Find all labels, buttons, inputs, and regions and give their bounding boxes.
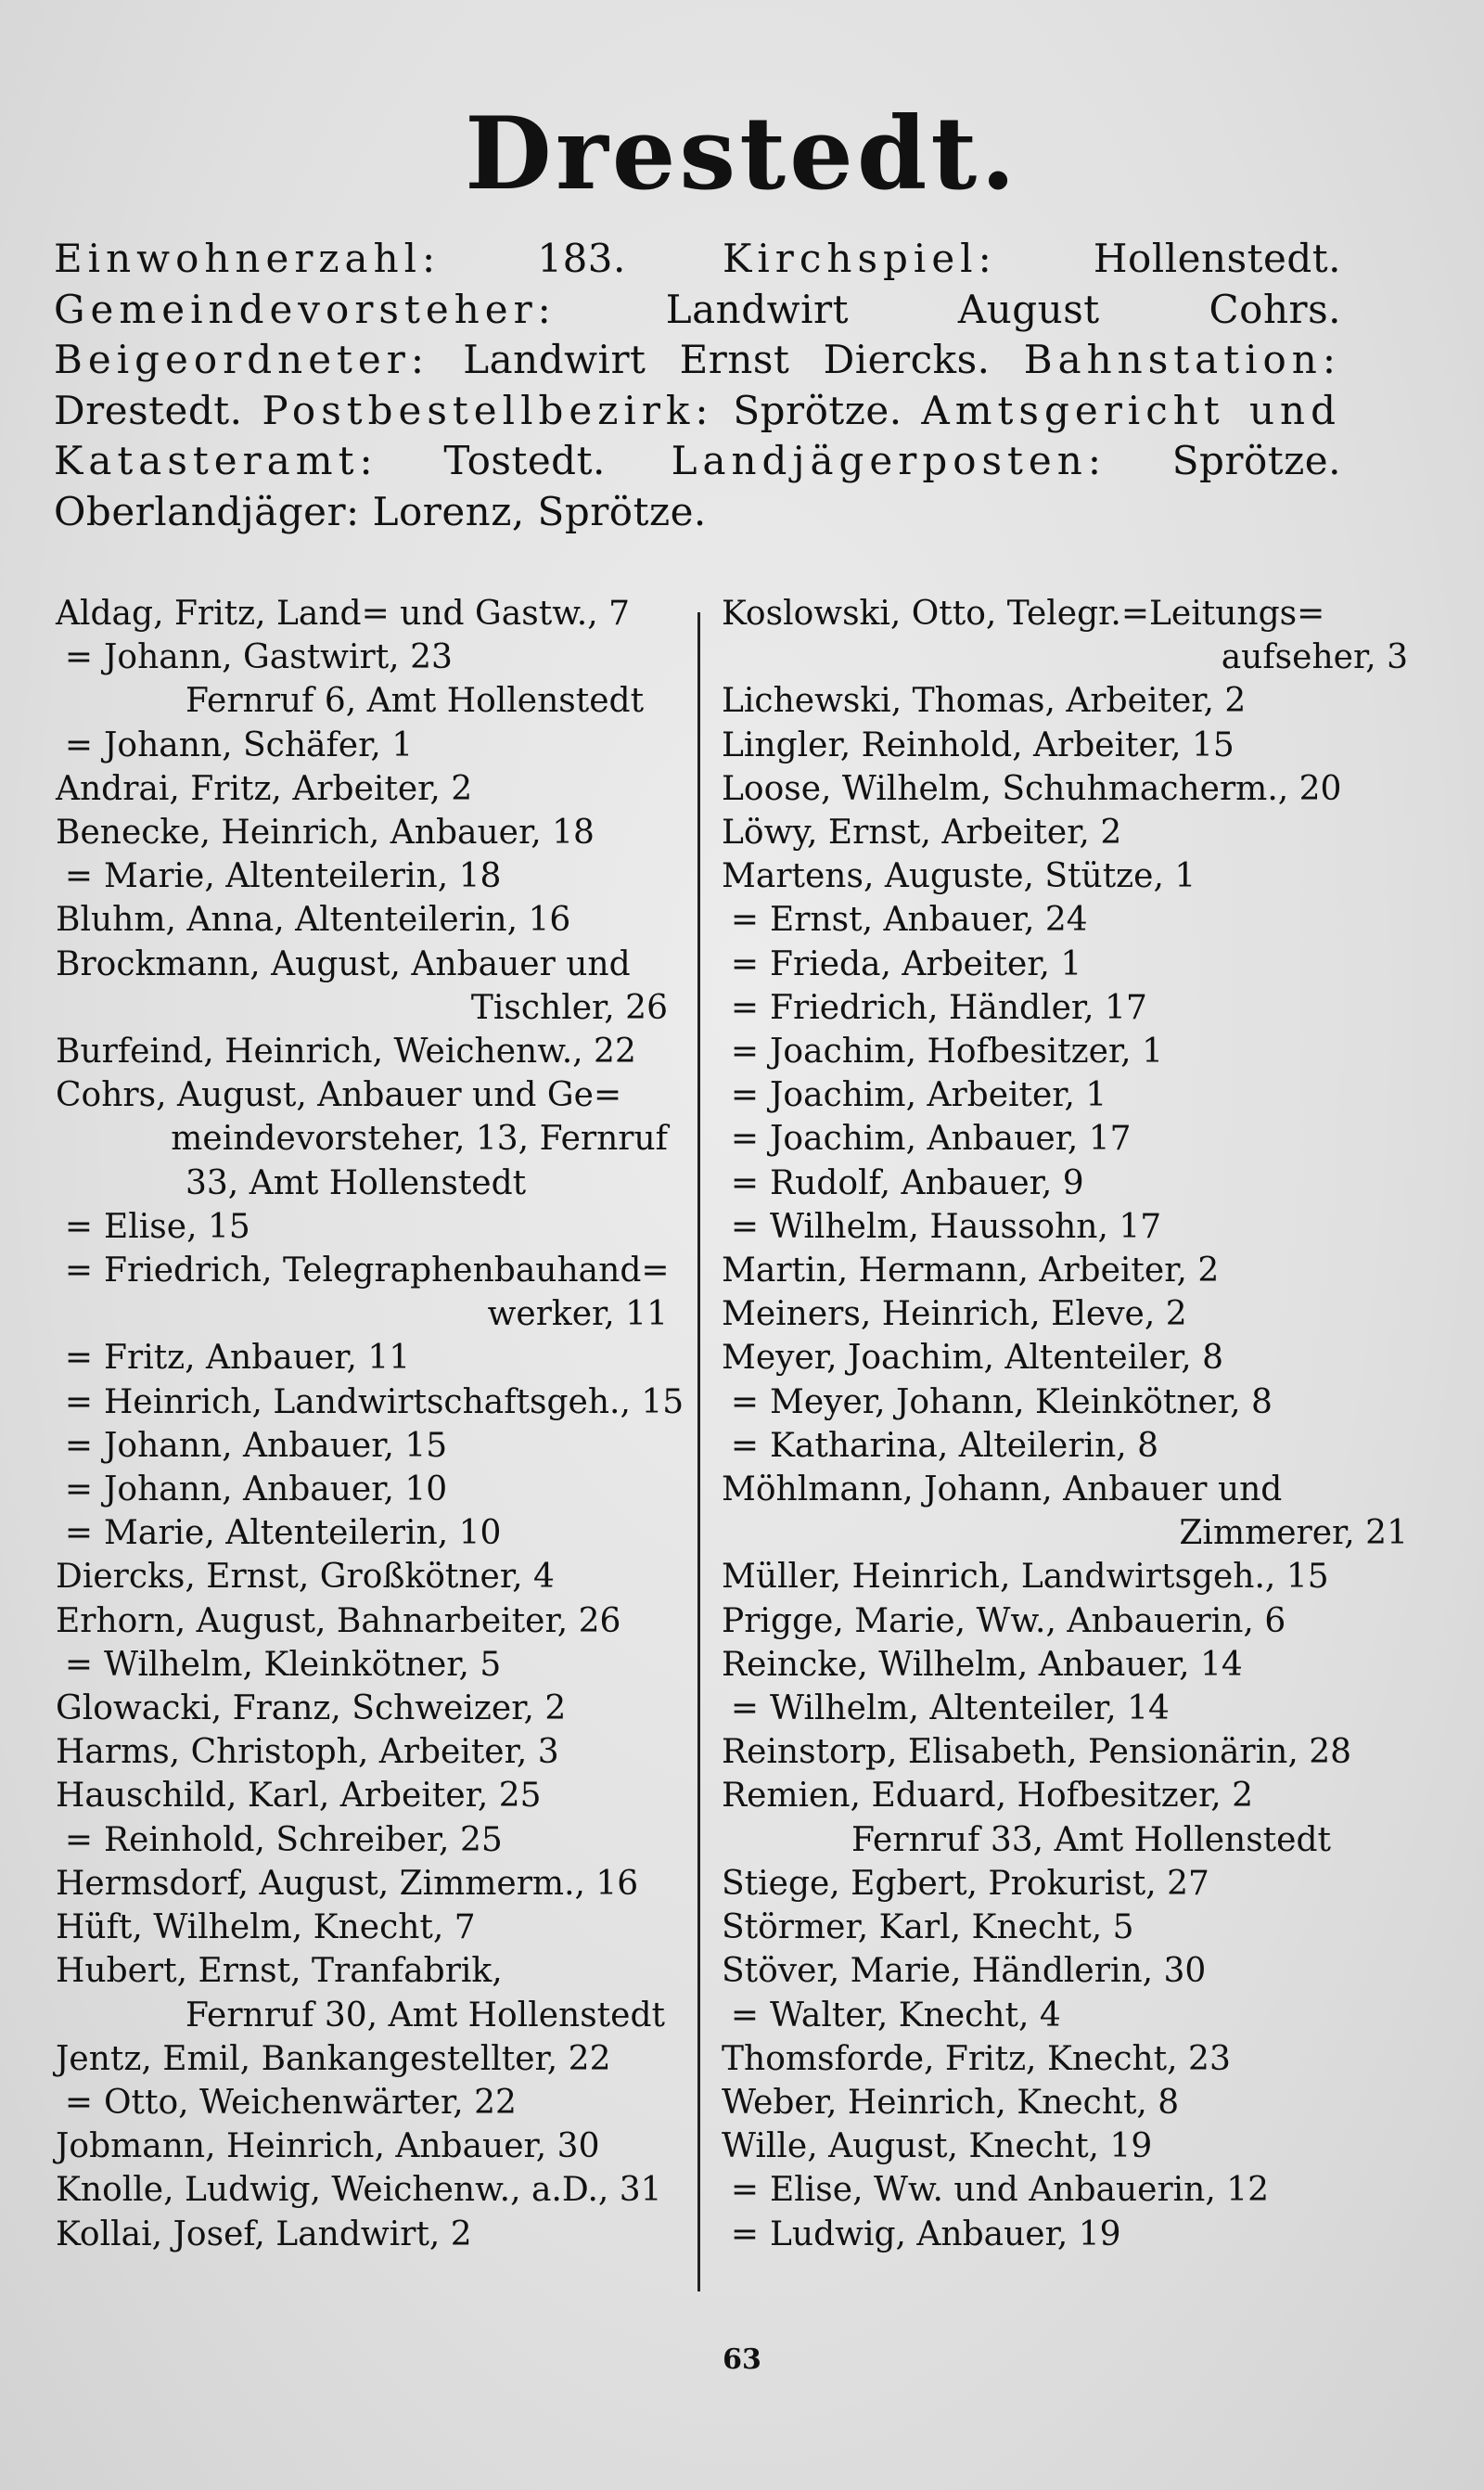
list-item [56, 679, 686, 723]
list-item [722, 1949, 1426, 1993]
list-item-text: Diercks, Ernst, Großkötner, 4 [56, 1558, 555, 1597]
list-item-text: Otto, Weichenwärter, 22 [104, 2083, 517, 2122]
list-item [56, 943, 686, 986]
list-item-text: Loose, Wilhelm, Schuhmacherm., 20 [722, 769, 1342, 808]
list-item [722, 943, 1426, 986]
kirchspiel-value: Hollenstedt. [1093, 236, 1341, 281]
ditto-mark: = [730, 1033, 759, 1072]
list-item [722, 1468, 1426, 1511]
oberlandjaeger-label: Oberlandjäger: [54, 488, 360, 534]
list-item [722, 1030, 1426, 1073]
list-item [722, 1599, 1426, 1643]
ditto-mark: = [64, 1426, 93, 1465]
ditto-mark: = [64, 2083, 93, 2122]
list-item-text: Friedrich, Telegraphenbauhand= [104, 1251, 670, 1290]
landjaegerposten-value: Sprötze. [1171, 438, 1341, 483]
ditto-mark: = [730, 1996, 759, 2034]
list-item-text: Erhorn, August, Bahnarbeiter, 26 [56, 1601, 621, 1640]
list-item-text: Zimmerer, 21 [1179, 1514, 1408, 1553]
list-item [722, 2213, 1426, 2256]
ditto-mark: = [64, 1820, 93, 1859]
list-item [56, 592, 686, 635]
resident-list-right-column [722, 592, 1426, 2256]
list-item [56, 767, 686, 811]
oberlandjaeger-value: Lorenz, Sprötze. [372, 488, 707, 534]
list-item-text: Elise, 15 [104, 1207, 250, 1246]
list-item-text: Katharina, Alteilerin, 8 [770, 1426, 1159, 1465]
list-item [56, 724, 686, 767]
list-item-text: Joachim, Hofbesitzer, 1 [770, 1033, 1163, 1072]
list-item [56, 1774, 686, 1817]
ditto-mark: = [730, 2171, 759, 2210]
list-item-text: Martin, Hermann, Arbeiter, 2 [722, 1251, 1220, 1290]
list-item-text: Wille, August, Knecht, 19 [722, 2127, 1153, 2166]
list-item-text: Johann, Anbauer, 15 [104, 1426, 448, 1465]
list-item-text: Koslowski, Otto, Telegr.=Leitungs= [722, 595, 1325, 633]
list-item-text: meindevorsteher, 13, Fernruf [171, 1120, 668, 1159]
list-item [56, 854, 686, 898]
ditto-mark: = [730, 1689, 759, 1728]
ditto-mark: = [730, 944, 759, 983]
list-item [56, 1643, 686, 1687]
list-item-text: Reincke, Wilhelm, Anbauer, 14 [722, 1645, 1243, 1684]
list-item [722, 1336, 1426, 1380]
ditto-mark: = [64, 1207, 93, 1246]
list-item-text: Meyer, Johann, Kleinkötner, 8 [770, 1382, 1273, 1421]
list-item [722, 1162, 1426, 1205]
list-item [722, 679, 1426, 723]
list-item-text: Jobmann, Heinrich, Anbauer, 30 [56, 2127, 600, 2166]
list-item [56, 1862, 686, 1906]
list-item [722, 2081, 1426, 2124]
list-item-text: Bluhm, Anna, Altenteilerin, 16 [56, 901, 571, 940]
list-item [56, 1555, 686, 1598]
list-item-text: aufseher, 3 [1221, 638, 1408, 677]
list-item [56, 1730, 686, 1774]
ditto-mark: = [64, 638, 93, 677]
list-item [56, 986, 686, 1030]
list-item [56, 1994, 686, 2037]
list-item [722, 635, 1426, 679]
bahnstation-label: Bahnstation: [1023, 337, 1341, 382]
list-item [722, 1380, 1426, 1424]
list-item [56, 1205, 686, 1249]
list-item [56, 2124, 686, 2168]
list-item-text: Cohrs, August, Anbauer und Ge= [56, 1076, 622, 1115]
ditto-mark: = [730, 1382, 759, 1421]
list-item-text: Elise, Ww. und Anbauerin, 12 [770, 2171, 1270, 2210]
gemeindevorsteher-label: Gemeindevorsteher: [54, 286, 556, 332]
list-item [56, 898, 686, 942]
list-item-text: Wilhelm, Haussohn, 17 [770, 1207, 1162, 1246]
ditto-mark: = [730, 1163, 759, 1202]
list-item [56, 1818, 686, 1862]
list-item [722, 767, 1426, 811]
column-divider [697, 612, 700, 2291]
list-item [722, 1994, 1426, 2037]
list-item [722, 1511, 1426, 1555]
list-item-text: Brockmann, August, Anbauer und [56, 944, 631, 983]
list-item-text: Weber, Heinrich, Knecht, 8 [722, 2083, 1180, 2122]
list-item [722, 2037, 1426, 2081]
list-item-text: Johann, Gastwirt, 23 [104, 638, 453, 677]
intro-paragraph [54, 234, 1341, 537]
ditto-mark: = [64, 1470, 93, 1509]
list-item-text: Fernruf 33, Amt Hollenstedt [851, 1820, 1331, 1859]
list-item [56, 1949, 686, 1993]
list-item [722, 1818, 1426, 1862]
list-item [722, 1249, 1426, 1292]
list-item-text: Lichewski, Thomas, Arbeiter, 2 [722, 682, 1247, 721]
list-item-text: 33, Amt Hollenstedt [186, 1163, 527, 1202]
list-item [722, 724, 1426, 767]
ditto-mark: = [730, 2214, 759, 2253]
list-item [722, 811, 1426, 854]
list-item [56, 1336, 686, 1380]
page-number: 63 [723, 2343, 761, 2376]
list-item-text: Johann, Anbauer, 10 [104, 1470, 448, 1509]
landjaegerposten-label: Landjägerposten: [671, 438, 1107, 483]
list-item-text: Walter, Knecht, 4 [770, 1996, 1061, 2034]
list-item-text: Löwy, Ernst, Arbeiter, 2 [722, 814, 1122, 853]
list-item-text: Stiege, Egbert, Prokurist, 27 [722, 1864, 1209, 1903]
ditto-mark: = [64, 1645, 93, 1684]
list-item [722, 1643, 1426, 1687]
gemeindevorsteher-value: Landwirt August Cohrs. [665, 286, 1341, 332]
list-item [56, 1117, 686, 1161]
list-item-text: Tischler, 26 [470, 988, 668, 1027]
list-item [56, 1687, 686, 1730]
list-item-text: Wilhelm, Altenteiler, 14 [770, 1689, 1170, 1728]
ditto-mark: = [64, 1514, 93, 1553]
ditto-mark: = [730, 988, 759, 1027]
list-item-text: Lingler, Reinhold, Arbeiter, 15 [722, 725, 1235, 764]
list-item-text: Joachim, Anbauer, 17 [770, 1120, 1132, 1159]
list-item [56, 1599, 686, 1643]
amtsgericht-label: Amtsgericht und Katasteramt: [54, 387, 1341, 483]
list-item-text: Kollai, Josef, Landwirt, 2 [56, 2214, 472, 2253]
amtsgericht-value: Tostedt. [443, 438, 606, 483]
ditto-mark: = [64, 1251, 93, 1290]
beigeordneter-value: Landwirt Ernst Diercks. [463, 337, 991, 382]
list-item [722, 898, 1426, 942]
list-item [56, 2213, 686, 2256]
ditto-mark: = [730, 1207, 759, 1246]
list-item-text: Hauschild, Karl, Arbeiter, 25 [56, 1777, 542, 1816]
list-item-text: Benecke, Heinrich, Anbauer, 18 [56, 814, 595, 853]
list-item [722, 1687, 1426, 1730]
list-item-text: Meiners, Heinrich, Eleve, 2 [722, 1295, 1187, 1334]
list-item-text: Müller, Heinrich, Landwirtsgeh., 15 [722, 1558, 1329, 1597]
list-item-text: Hermsdorf, August, Zimmerm., 16 [56, 1864, 639, 1903]
list-item-text: Friedrich, Händler, 17 [770, 988, 1147, 1027]
list-item-text: Marie, Altenteilerin, 18 [104, 857, 502, 896]
list-item [722, 854, 1426, 898]
ditto-mark: = [730, 1076, 759, 1115]
list-item [722, 986, 1426, 1030]
list-item [56, 1030, 686, 1073]
list-item [722, 1730, 1426, 1774]
ditto-mark: = [64, 1339, 93, 1378]
list-item-text: Prigge, Marie, Ww., Anbauerin, 6 [722, 1601, 1286, 1640]
postbestellbezirk-label: Postbestellbezirk: [262, 387, 714, 433]
list-item-text: werker, 11 [487, 1295, 668, 1334]
list-item-text: Ernst, Anbauer, 24 [770, 901, 1088, 940]
list-item [722, 1862, 1426, 1906]
list-item-text: Fritz, Anbauer, 11 [104, 1339, 411, 1378]
list-item-text: Frieda, Arbeiter, 1 [770, 944, 1082, 983]
list-item-text: Johann, Schäfer, 1 [104, 725, 414, 764]
list-item-text: Joachim, Arbeiter, 1 [770, 1076, 1107, 1115]
list-item [56, 1424, 686, 1468]
list-item-text: Stöver, Marie, Händlerin, 30 [722, 1952, 1207, 1991]
kirchspiel-label: Kirchspiel: [722, 236, 997, 281]
list-item-text: Andrai, Fritz, Arbeiter, 2 [56, 769, 473, 808]
list-item [722, 1774, 1426, 1817]
list-item [722, 1555, 1426, 1598]
ditto-mark: = [730, 1426, 759, 1465]
list-item-text: Aldag, Fritz, Land= und Gastw., 7 [56, 595, 630, 633]
list-item [56, 635, 686, 679]
list-item [722, 1424, 1426, 1468]
list-item [56, 1468, 686, 1511]
list-item-text: Wilhelm, Kleinkötner, 5 [104, 1645, 502, 1684]
list-item [722, 1073, 1426, 1117]
list-item-text: Harms, Christoph, Arbeiter, 3 [56, 1733, 559, 1772]
list-item-text: Jentz, Emil, Bankangestellter, 22 [56, 2039, 611, 2078]
ditto-mark: = [64, 725, 93, 764]
ditto-mark: = [64, 857, 93, 896]
list-item-text: Reinhold, Schreiber, 25 [104, 1820, 503, 1859]
list-item-text: Fernruf 30, Amt Hollenstedt [186, 1996, 665, 2034]
list-item [56, 1511, 686, 1555]
bahnstation-value: Drestedt. [54, 387, 243, 433]
list-item [722, 2124, 1426, 2168]
list-item-text: Rudolf, Anbauer, 9 [770, 1163, 1084, 1202]
resident-list-left-column [56, 592, 686, 2256]
list-item [722, 592, 1426, 635]
page-title: Drestedt. [465, 96, 1019, 212]
list-item [56, 1906, 686, 1949]
list-item-text: Heinrich, Landwirtschaftsgeh., 15 [104, 1382, 684, 1421]
list-item [56, 2081, 686, 2124]
list-item [56, 1162, 686, 1205]
ditto-mark: = [730, 901, 759, 940]
list-item [56, 1073, 686, 1117]
list-item [722, 1906, 1426, 1949]
list-item-text: Glowacki, Franz, Schweizer, 2 [56, 1689, 567, 1728]
list-item-text: Burfeind, Heinrich, Weichenw., 22 [56, 1033, 636, 1072]
list-item-text: Fernruf 6, Amt Hollenstedt [186, 682, 645, 721]
list-item-text: Thomsforde, Fritz, Knecht, 23 [722, 2039, 1231, 2078]
list-item-text: Knolle, Ludwig, Weichenw., a.D., 31 [56, 2171, 662, 2210]
list-item [56, 2168, 686, 2212]
list-item [722, 1205, 1426, 1249]
beigeordneter-label: Beigeordneter: [54, 337, 430, 382]
list-item-text: Möhlmann, Johann, Anbauer und [722, 1470, 1283, 1509]
list-item-text: Meyer, Joachim, Altenteiler, 8 [722, 1339, 1224, 1378]
list-item [722, 1117, 1426, 1161]
list-item [56, 1380, 686, 1424]
einwohnerzahl-value: 183. [537, 236, 626, 281]
list-item [56, 1249, 686, 1292]
list-item-text: Ludwig, Anbauer, 19 [770, 2214, 1121, 2253]
list-item-text: Remien, Eduard, Hofbesitzer, 2 [722, 1777, 1254, 1816]
list-item-text: Hubert, Ernst, Tranfabrik, [56, 1952, 503, 1991]
list-item [722, 2168, 1426, 2212]
list-item-text: Hüft, Wilhelm, Knecht, 7 [56, 1908, 476, 1947]
list-item [722, 1292, 1426, 1336]
list-item [56, 1292, 686, 1336]
list-item-text: Störmer, Karl, Knecht, 5 [722, 1908, 1134, 1947]
einwohnerzahl-label: Einwohnerzahl: [54, 236, 441, 281]
list-item [56, 811, 686, 854]
postbestellbezirk-value: Sprötze. [733, 387, 902, 433]
list-item-text: Reinstorp, Elisabeth, Pensionärin, 28 [722, 1733, 1352, 1772]
ditto-mark: = [730, 1120, 759, 1159]
list-item [56, 2037, 686, 2081]
list-item-text: Marie, Altenteilerin, 10 [104, 1514, 502, 1553]
list-item-text: Martens, Auguste, Stütze, 1 [722, 857, 1196, 896]
ditto-mark: = [64, 1382, 93, 1421]
